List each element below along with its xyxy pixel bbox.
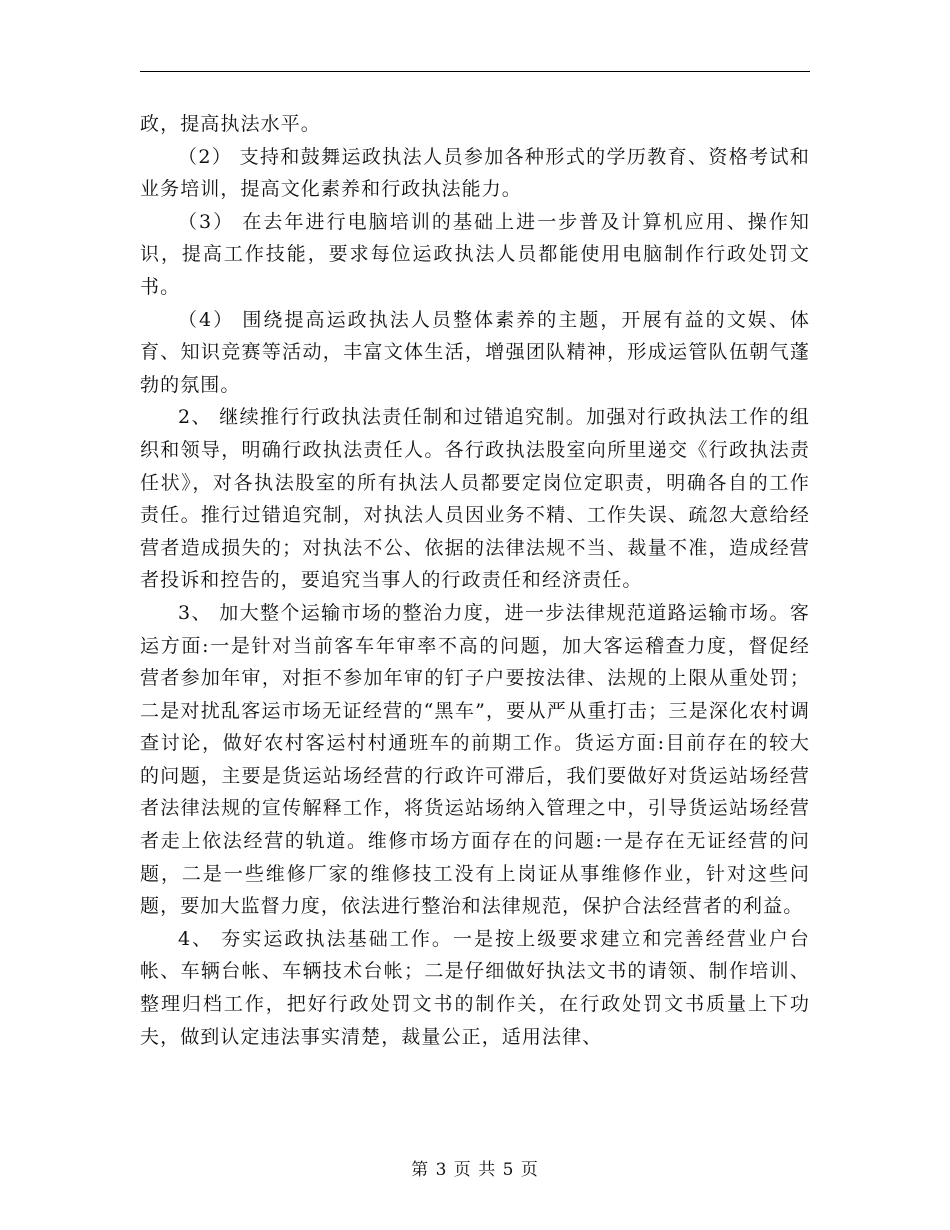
- header-rule: [140, 71, 810, 72]
- paragraph: 3、 加大整个运输市场的整治力度，进一步法律规范道路运输市场。客运方面:一是针对当前客车年审率不高的问题，加大客运稽查力度，督促经营者参加年审，对拒不参加年审的钉子户要按法律、法规的上限从重处罚；二是对扰乱客运市场无证经营的“黑车”，要从严从重打击；三是深化农村调查讨论，做好农村客运村村通班车的前期工作。货运方面:目前存在的较大的问题，主要是货运站场经营的行政许可滞后，我们要做好对货运站场经营者法律法规的宣传解释工作，将货运站场纳入管理之中，引导货运站场经营者走上依法经营的轨道。维修市场方面存在的问题:一是存在无证经营的问题，二是一些维修厂家的维修技工没有上岗证从事维修作业，针对这些问题，要加大监督力度，依法进行整治和法律规范，保护合法经营者的利益。: [140, 601, 810, 918]
- paragraph: （2） 支持和鼓舞运政执法人员参加各种形式的学历教育、资格考试和业务培训，提高文化素养和行政执法能力。: [140, 145, 810, 201]
- page-number-footer: 第 3 页 共 5 页: [411, 1160, 539, 1180]
- paragraph: （3） 在去年进行电脑培训的基础上进一步普及计算机应用、操作知识，提高工作技能，要求每位运政执法人员都能使用电脑制作行政处罚文书。: [140, 210, 810, 298]
- paragraph: 2、 继续推行行政执法责任制和过错追究制。加强对行政执法工作的组织和领导，明确行政执法责任人。各行政执法股室向所里递交《行政执法责任状》，对各执法股室的所有执法人员都要定岗位定职责，明确各自的工作责任。推行过错追究制，对执法人员因业务不精、工作失误、疏忽大意给经营者造成损失的；对执法不公、依据的法律法规不当、裁量不准，造成经营者投诉和控告的，要追究当事人的行政责任和经济责任。: [140, 406, 810, 592]
- document-body: [140, 108, 810, 1053]
- paragraph: 4、 夯实运政执法基础工作。一是按上级要求建立和完善经营业户台帐、车辆台帐、车辆技术台帐；二是仔细做好执法文书的请领、制作培训、整理归档工作，把好行政处罚文书的制作关，在行政处罚文书质量上下功夫，做到认定违法事实清楚，裁量公正，适用法律、: [140, 927, 810, 1048]
- paragraph: 政，提高执法水平。: [140, 113, 321, 135]
- paragraph: （4） 围绕提高运政执法人员整体素养的主题，开展有益的文娱、体育、知识竞赛等活动，丰富文体生活，增强团队精神，形成运管队伍朝气蓬勃的氛围。: [140, 308, 810, 396]
